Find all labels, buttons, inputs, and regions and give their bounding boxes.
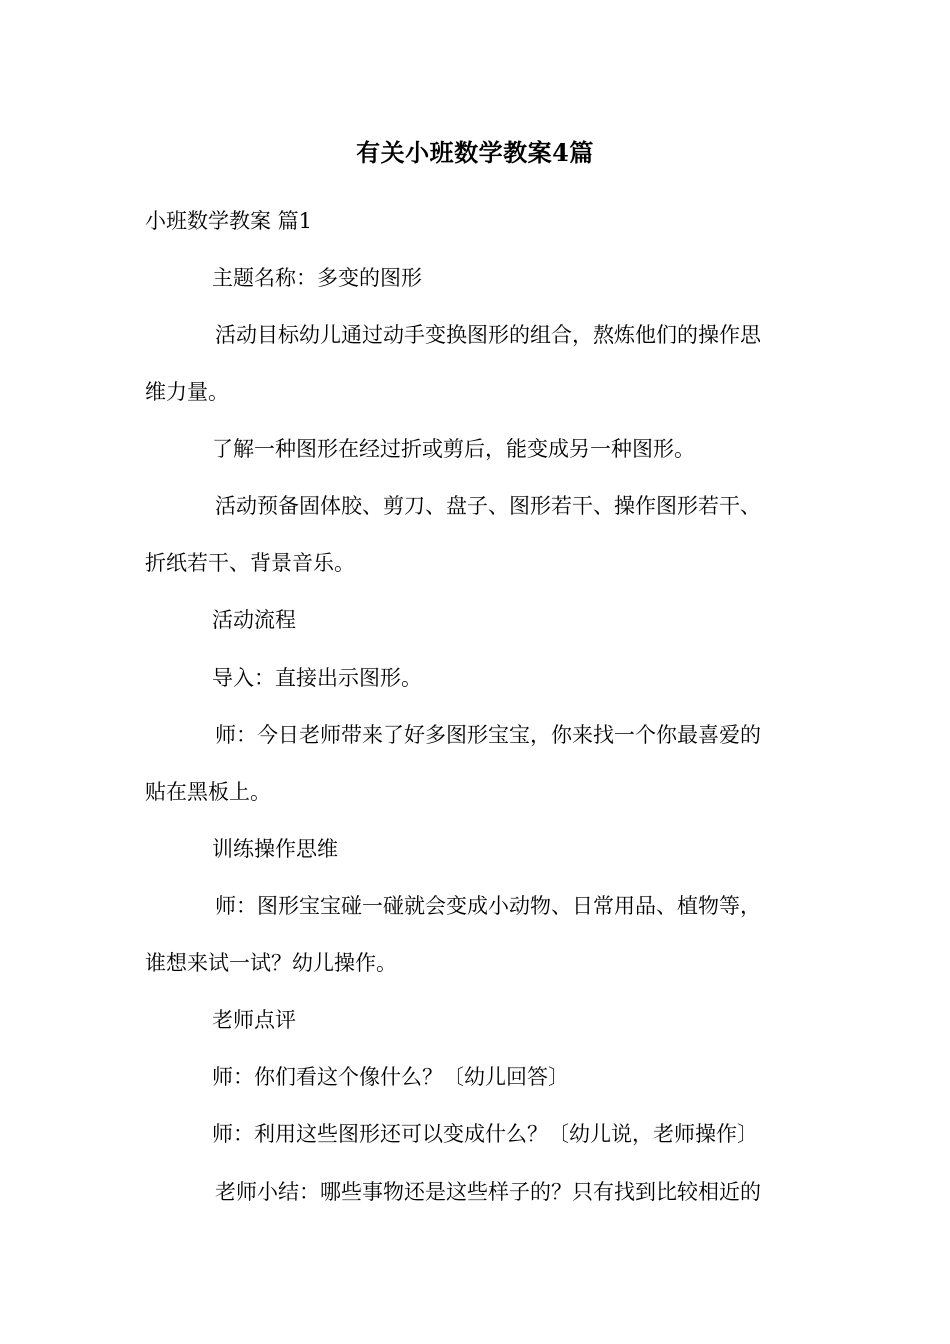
paragraph-line: 师：今日老师带来了好多图形宝宝，你来找一个你最喜爱的 bbox=[215, 723, 761, 747]
paragraph-line: 师：利用这些图形还可以变成什么？〔幼儿说，老师操作〕 bbox=[212, 1122, 758, 1146]
paragraph-line: 活动预备固体胶、剪刀、盘子、图形若干、操作图形若干、 bbox=[215, 494, 761, 518]
paragraph-line: 师：你们看这个像什么？〔幼儿回答〕 bbox=[212, 1065, 569, 1089]
paragraph-line: 维力量。 bbox=[145, 380, 229, 404]
paragraph-line: 师：图形宝宝碰一碰就会变成小动物、日常用品、植物等， bbox=[215, 894, 761, 918]
paragraph-line: 训练操作思维 bbox=[212, 837, 338, 861]
paragraph-line: 老师点评 bbox=[212, 1008, 296, 1032]
paragraph-line: 贴在黑板上。 bbox=[145, 780, 271, 804]
document-title: 有关小班数学教案4篇 bbox=[356, 138, 594, 167]
paragraph-line: 老师小结：哪些事物还是这些样子的？只有找到比较相近的 bbox=[215, 1180, 761, 1204]
paragraph-line: 导入：直接出示图形。 bbox=[212, 666, 422, 690]
paragraph-line: 主题名称：多变的图形 bbox=[212, 266, 422, 290]
section-heading: 小班数学教案 篇1 bbox=[145, 209, 313, 233]
paragraph-line: 了解一种图形在经过折或剪后，能变成另一种图形。 bbox=[212, 437, 695, 461]
paragraph-line: 谁想来试一试？幼儿操作。 bbox=[145, 951, 397, 975]
paragraph-line: 活动流程 bbox=[212, 608, 296, 632]
paragraph-line: 活动目标幼儿通过动手变换图形的组合，熬炼他们的操作思 bbox=[215, 323, 761, 347]
paragraph-line: 折纸若干、背景音乐。 bbox=[145, 551, 355, 575]
